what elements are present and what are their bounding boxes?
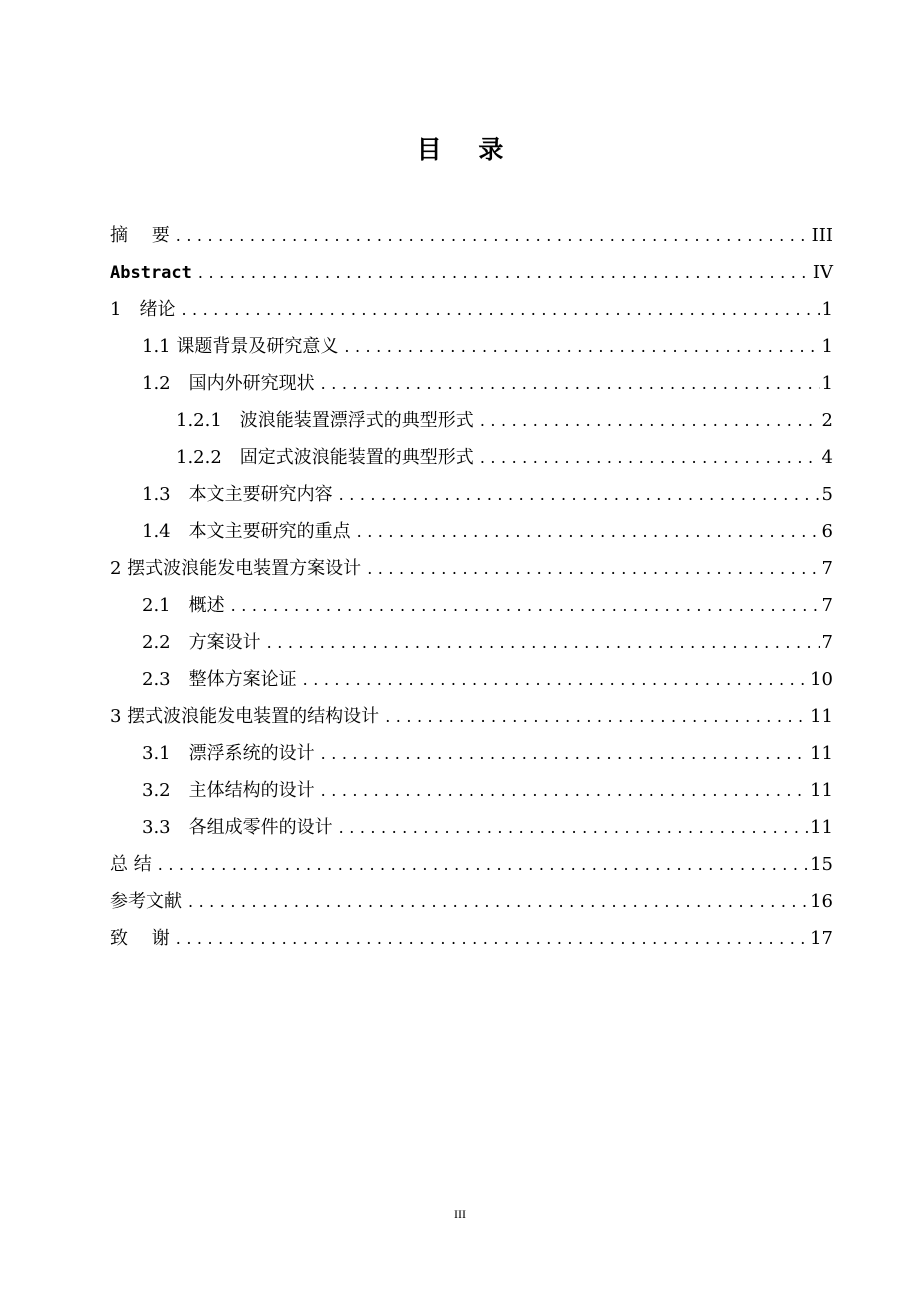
toc-entry-page: 7 (821, 632, 833, 653)
toc-entry[interactable] (110, 850, 833, 887)
toc-entry-page: 16 (810, 891, 833, 912)
toc-entry[interactable] (110, 221, 833, 258)
toc-entry[interactable] (110, 887, 833, 924)
toc-entry-label: 3 摆式波浪能发电装置的结构设计 (110, 706, 380, 727)
toc-entry-label: 1 绪论 (110, 299, 176, 320)
toc-entry[interactable] (110, 554, 833, 591)
toc-entry[interactable] (110, 665, 833, 702)
toc-entry-page: 11 (810, 780, 833, 801)
toc-entry-page: 7 (821, 595, 833, 616)
toc-leader-dots (181, 295, 819, 325)
toc-entry-label: 1.2.1 波浪能装置漂浮式的典型形式 (176, 410, 474, 431)
toc-entry-label: 3.3 各组成零件的设计 (142, 817, 333, 838)
toc-leader-dots (176, 924, 808, 954)
toc-entry-page: 15 (810, 854, 833, 875)
toc-entry-page: 7 (821, 558, 833, 579)
toc-entry-page: 11 (810, 743, 833, 764)
toc-entry-page: 10 (810, 669, 833, 690)
toc-leader-dots (367, 554, 819, 584)
toc-entry-page: 4 (821, 447, 833, 468)
toc-leader-dots (339, 813, 808, 843)
toc-leader-dots (303, 665, 808, 695)
toc-leader-dots (385, 702, 808, 732)
toc-entry[interactable] (110, 591, 833, 628)
toc-leader-dots (267, 628, 820, 658)
toc-leader-dots (357, 517, 820, 547)
toc-leader-dots (188, 887, 808, 917)
toc-entry-label: 1.2 国内外研究现状 (142, 373, 315, 394)
toc-leader-dots (339, 480, 820, 510)
toc-entry[interactable] (110, 295, 833, 332)
toc-leader-dots (321, 776, 808, 806)
toc-entry-page: 5 (821, 484, 833, 505)
toc-entry[interactable] (110, 702, 833, 739)
toc-leader-dots (198, 258, 811, 288)
toc-entry-label: 参考文献 (110, 891, 182, 912)
toc-entry[interactable] (110, 258, 833, 295)
toc-entry-label: 致 谢 (110, 928, 170, 949)
toc-leader-dots (480, 443, 820, 473)
toc-leader-dots (344, 332, 819, 362)
toc-entry-label: 2 摆式波浪能发电装置方案设计 (110, 558, 362, 579)
toc-entry-page: 11 (810, 706, 833, 727)
toc-entry[interactable] (110, 628, 833, 665)
toc-entry-page: IV (812, 262, 833, 283)
toc-entry[interactable] (110, 517, 833, 554)
toc-entry[interactable] (110, 332, 833, 369)
toc-entry-label: 2.1 概述 (142, 595, 225, 616)
toc-entry-page: 11 (810, 817, 833, 838)
toc-entry-page: 17 (810, 928, 833, 949)
toc-leader-dots (321, 739, 808, 769)
toc-entry[interactable] (110, 406, 833, 443)
toc-entry-label: 1.4 本文主要研究的重点 (142, 521, 351, 542)
toc-entry[interactable] (110, 480, 833, 517)
table-of-contents (110, 221, 833, 961)
page-number: III (454, 1207, 466, 1221)
toc-entry-label: 1.2.2 固定式波浪能装置的典型形式 (176, 447, 474, 468)
toc-entry-page: III (811, 225, 833, 246)
toc-entry[interactable] (110, 813, 833, 850)
toc-entry-label: Abstract (110, 263, 192, 283)
toc-entry-page: 1 (821, 336, 833, 357)
page-title: 目 录 (416, 135, 518, 164)
toc-entry[interactable] (110, 739, 833, 776)
toc-entry-page: 6 (821, 521, 833, 542)
toc-entry[interactable] (110, 443, 833, 480)
toc-entry[interactable] (110, 369, 833, 406)
toc-entry-page: 1 (821, 299, 833, 320)
toc-entry[interactable] (110, 924, 833, 961)
toc-leader-dots (231, 591, 820, 621)
toc-entry-page: 2 (821, 410, 833, 431)
toc-entry-label: 2.2 方案设计 (142, 632, 261, 653)
toc-leader-dots (480, 406, 820, 436)
toc-leader-dots (158, 850, 808, 880)
toc-entry-label: 总 结 (110, 854, 152, 875)
toc-entry-label: 1.1 课题背景及研究意义 (142, 336, 339, 357)
toc-entry-label: 摘 要 (110, 225, 170, 246)
toc-entry-label: 2.3 整体方案论证 (142, 669, 297, 690)
toc-entry-page: 1 (821, 373, 833, 394)
toc-leader-dots (176, 221, 810, 251)
toc-entry-label: 3.2 主体结构的设计 (142, 780, 315, 801)
toc-entry[interactable] (110, 776, 833, 813)
toc-entry-label: 3.1 漂浮系统的设计 (142, 743, 315, 764)
toc-entry-label: 1.3 本文主要研究内容 (142, 484, 333, 505)
toc-leader-dots (321, 369, 820, 399)
